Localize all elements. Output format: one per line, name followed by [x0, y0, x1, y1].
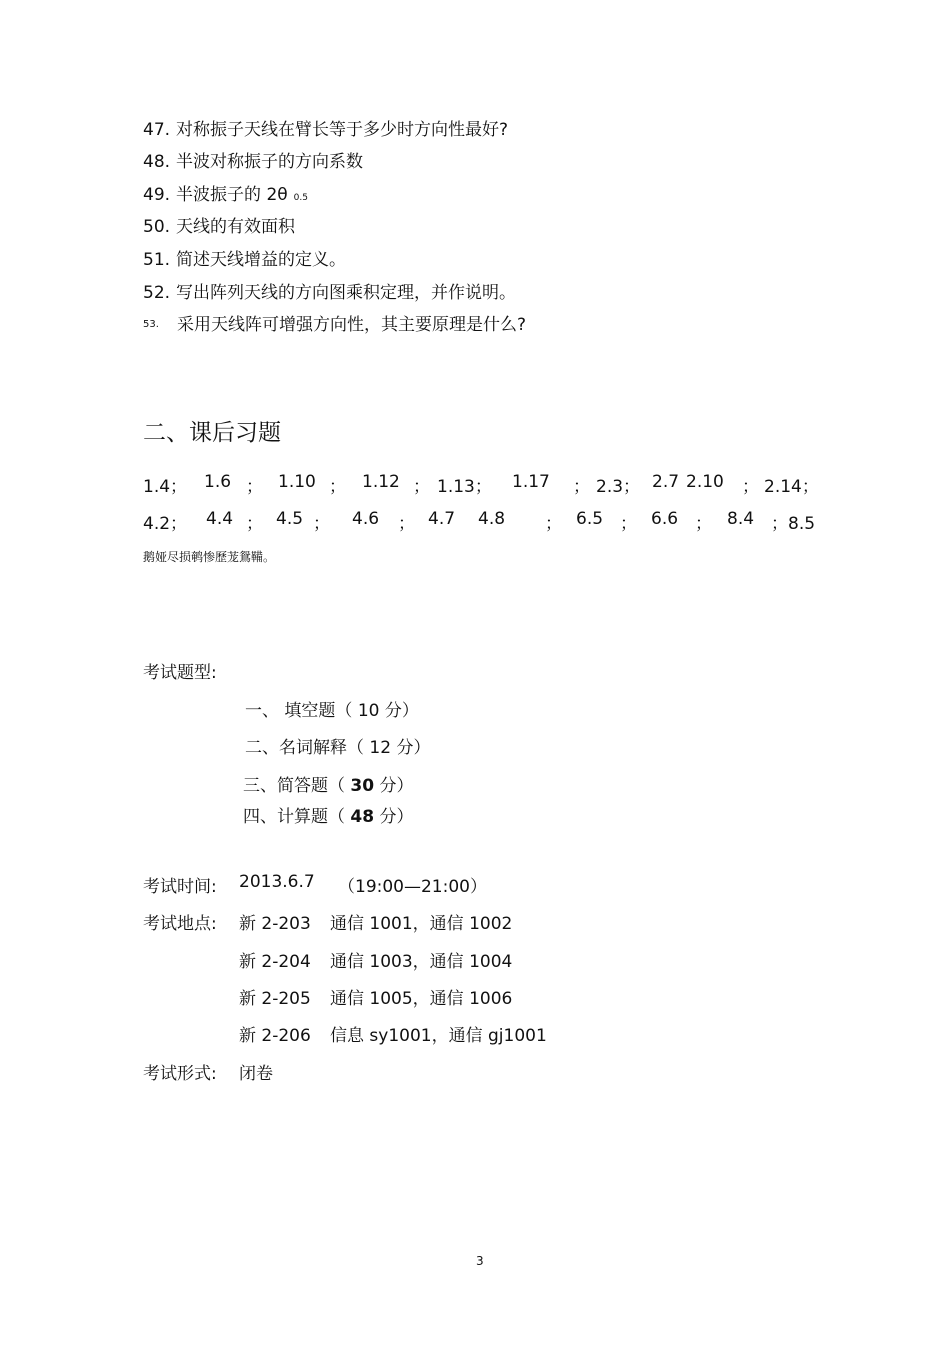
- exam-classes: 通信 1005，通信 1006: [330, 989, 513, 1009]
- question-53: [143, 315, 526, 335]
- separator: ；: [620, 514, 637, 534]
- exam-classes: 信息 sy1001，通信 gj1001: [330, 1026, 547, 1046]
- exam-form-value: 闭卷: [239, 1064, 273, 1084]
- separator: ；: [742, 477, 759, 497]
- exercise-item: 1.6: [204, 472, 232, 492]
- exam-type-unit: 分）: [379, 776, 414, 796]
- exam-type-score: 30: [350, 776, 375, 796]
- exam-classes: 通信 1003，通信 1004: [330, 952, 513, 972]
- question-number: 51.: [143, 250, 171, 270]
- separator: ；: [573, 477, 590, 497]
- separator: ；: [246, 514, 263, 534]
- note-line: 鹅娅尽损鹌惨歷茏鴛鞴。: [143, 550, 276, 564]
- exercise-item: 6.5: [576, 509, 604, 529]
- question-number: 48.: [143, 152, 171, 172]
- exercise-item: 8.4: [727, 509, 755, 529]
- separator: ；: [246, 477, 263, 497]
- exercise-item: 2.3；: [596, 477, 641, 497]
- question-51: [143, 250, 346, 270]
- question-49: [143, 185, 308, 208]
- exam-type-item: [245, 733, 430, 758]
- exercise-item: ；8.5: [771, 514, 816, 534]
- section-title: 二、课后习题: [143, 420, 281, 446]
- exercise-item: 1.10: [278, 472, 316, 492]
- exam-type-item: [243, 771, 413, 796]
- question-number: 47.: [143, 120, 171, 140]
- question-number: 49.: [143, 185, 171, 205]
- question-50: [143, 217, 295, 237]
- separator: ；: [695, 514, 712, 534]
- question-52: [143, 283, 516, 303]
- separator: ；: [413, 477, 430, 497]
- question-number: 53.: [143, 319, 159, 330]
- exam-room: 新 2-206: [239, 1026, 311, 1046]
- question-48: [143, 152, 363, 172]
- exercise-item: 2.14；: [764, 477, 819, 497]
- question-text: 半波振子的 2θ: [176, 185, 288, 205]
- question-number: 52.: [143, 283, 171, 303]
- separator: ；: [545, 514, 562, 534]
- separator: ；: [329, 477, 346, 497]
- exam-classes: 通信 1001，通信 1002: [330, 914, 513, 934]
- exam-date: 2013.6.7: [239, 872, 315, 892]
- exam-type-name: 一、 填空题（: [245, 701, 353, 721]
- exam-time-range: （19:00—21:00）: [338, 877, 487, 897]
- exercise-item: 4.7: [428, 509, 456, 529]
- exercise-item: 4.8: [478, 509, 506, 529]
- exam-types-label: 考试题型:: [143, 663, 217, 683]
- exercise-item: 1.13；: [437, 477, 492, 497]
- exercise-item: 1.12: [362, 472, 400, 492]
- question-text: 天线的有效面积: [176, 217, 296, 237]
- exam-room: 新 2-204: [239, 952, 311, 972]
- exam-type-unit: 分）: [396, 738, 431, 758]
- exam-type-name: 三、简答题（: [243, 776, 351, 796]
- exam-type-unit: 分）: [384, 701, 419, 721]
- exam-room: 新 2-205: [239, 989, 311, 1009]
- exercise-item: 4.6: [352, 509, 380, 529]
- subscript: 0.5: [293, 193, 308, 203]
- exam-type-score: 12: [369, 738, 392, 758]
- exercise-item: 4.2；: [143, 514, 188, 534]
- exam-time-label: 考试时间:: [143, 877, 217, 897]
- page-number: 3: [476, 1254, 484, 1268]
- exam-type-name: 四、计算题（: [243, 807, 351, 827]
- exercise-item: 4.5: [276, 509, 304, 529]
- exercise-item: 4.4: [206, 509, 234, 529]
- exam-type-unit: 分）: [379, 807, 414, 827]
- separator: ；: [313, 514, 330, 534]
- question-text: 简述天线增益的定义。: [176, 250, 347, 270]
- exercise-item: 2.7: [652, 472, 680, 492]
- question-text: 写出阵列天线的方向图乘积定理，并作说明。: [176, 283, 517, 303]
- question-number: 50.: [143, 217, 171, 237]
- exam-type-score: 48: [350, 807, 375, 827]
- exercise-item: 2.10: [686, 472, 724, 492]
- exam-type-score: 10: [357, 701, 380, 721]
- exercise-item: 1.4；: [143, 477, 188, 497]
- exam-form-label: 考试形式:: [143, 1064, 217, 1084]
- question-text: 采用天线阵可增强方向性，其主要原理是什么?: [177, 315, 527, 335]
- question-text: 对称振子天线在臂长等于多少时方向性最好?: [176, 120, 509, 140]
- exam-room: 新 2-203: [239, 914, 311, 934]
- exercise-item: 6.6: [651, 509, 679, 529]
- exam-place-label: 考试地点:: [143, 914, 217, 934]
- exam-type-name: 二、名词解释（: [245, 738, 370, 758]
- separator: ；: [398, 514, 415, 534]
- question-47: [143, 120, 508, 140]
- exam-type-item: [243, 802, 413, 827]
- question-text: 半波对称振子的方向系数: [176, 152, 364, 172]
- exam-type-item: [245, 696, 419, 721]
- exercise-item: 1.17: [512, 472, 550, 492]
